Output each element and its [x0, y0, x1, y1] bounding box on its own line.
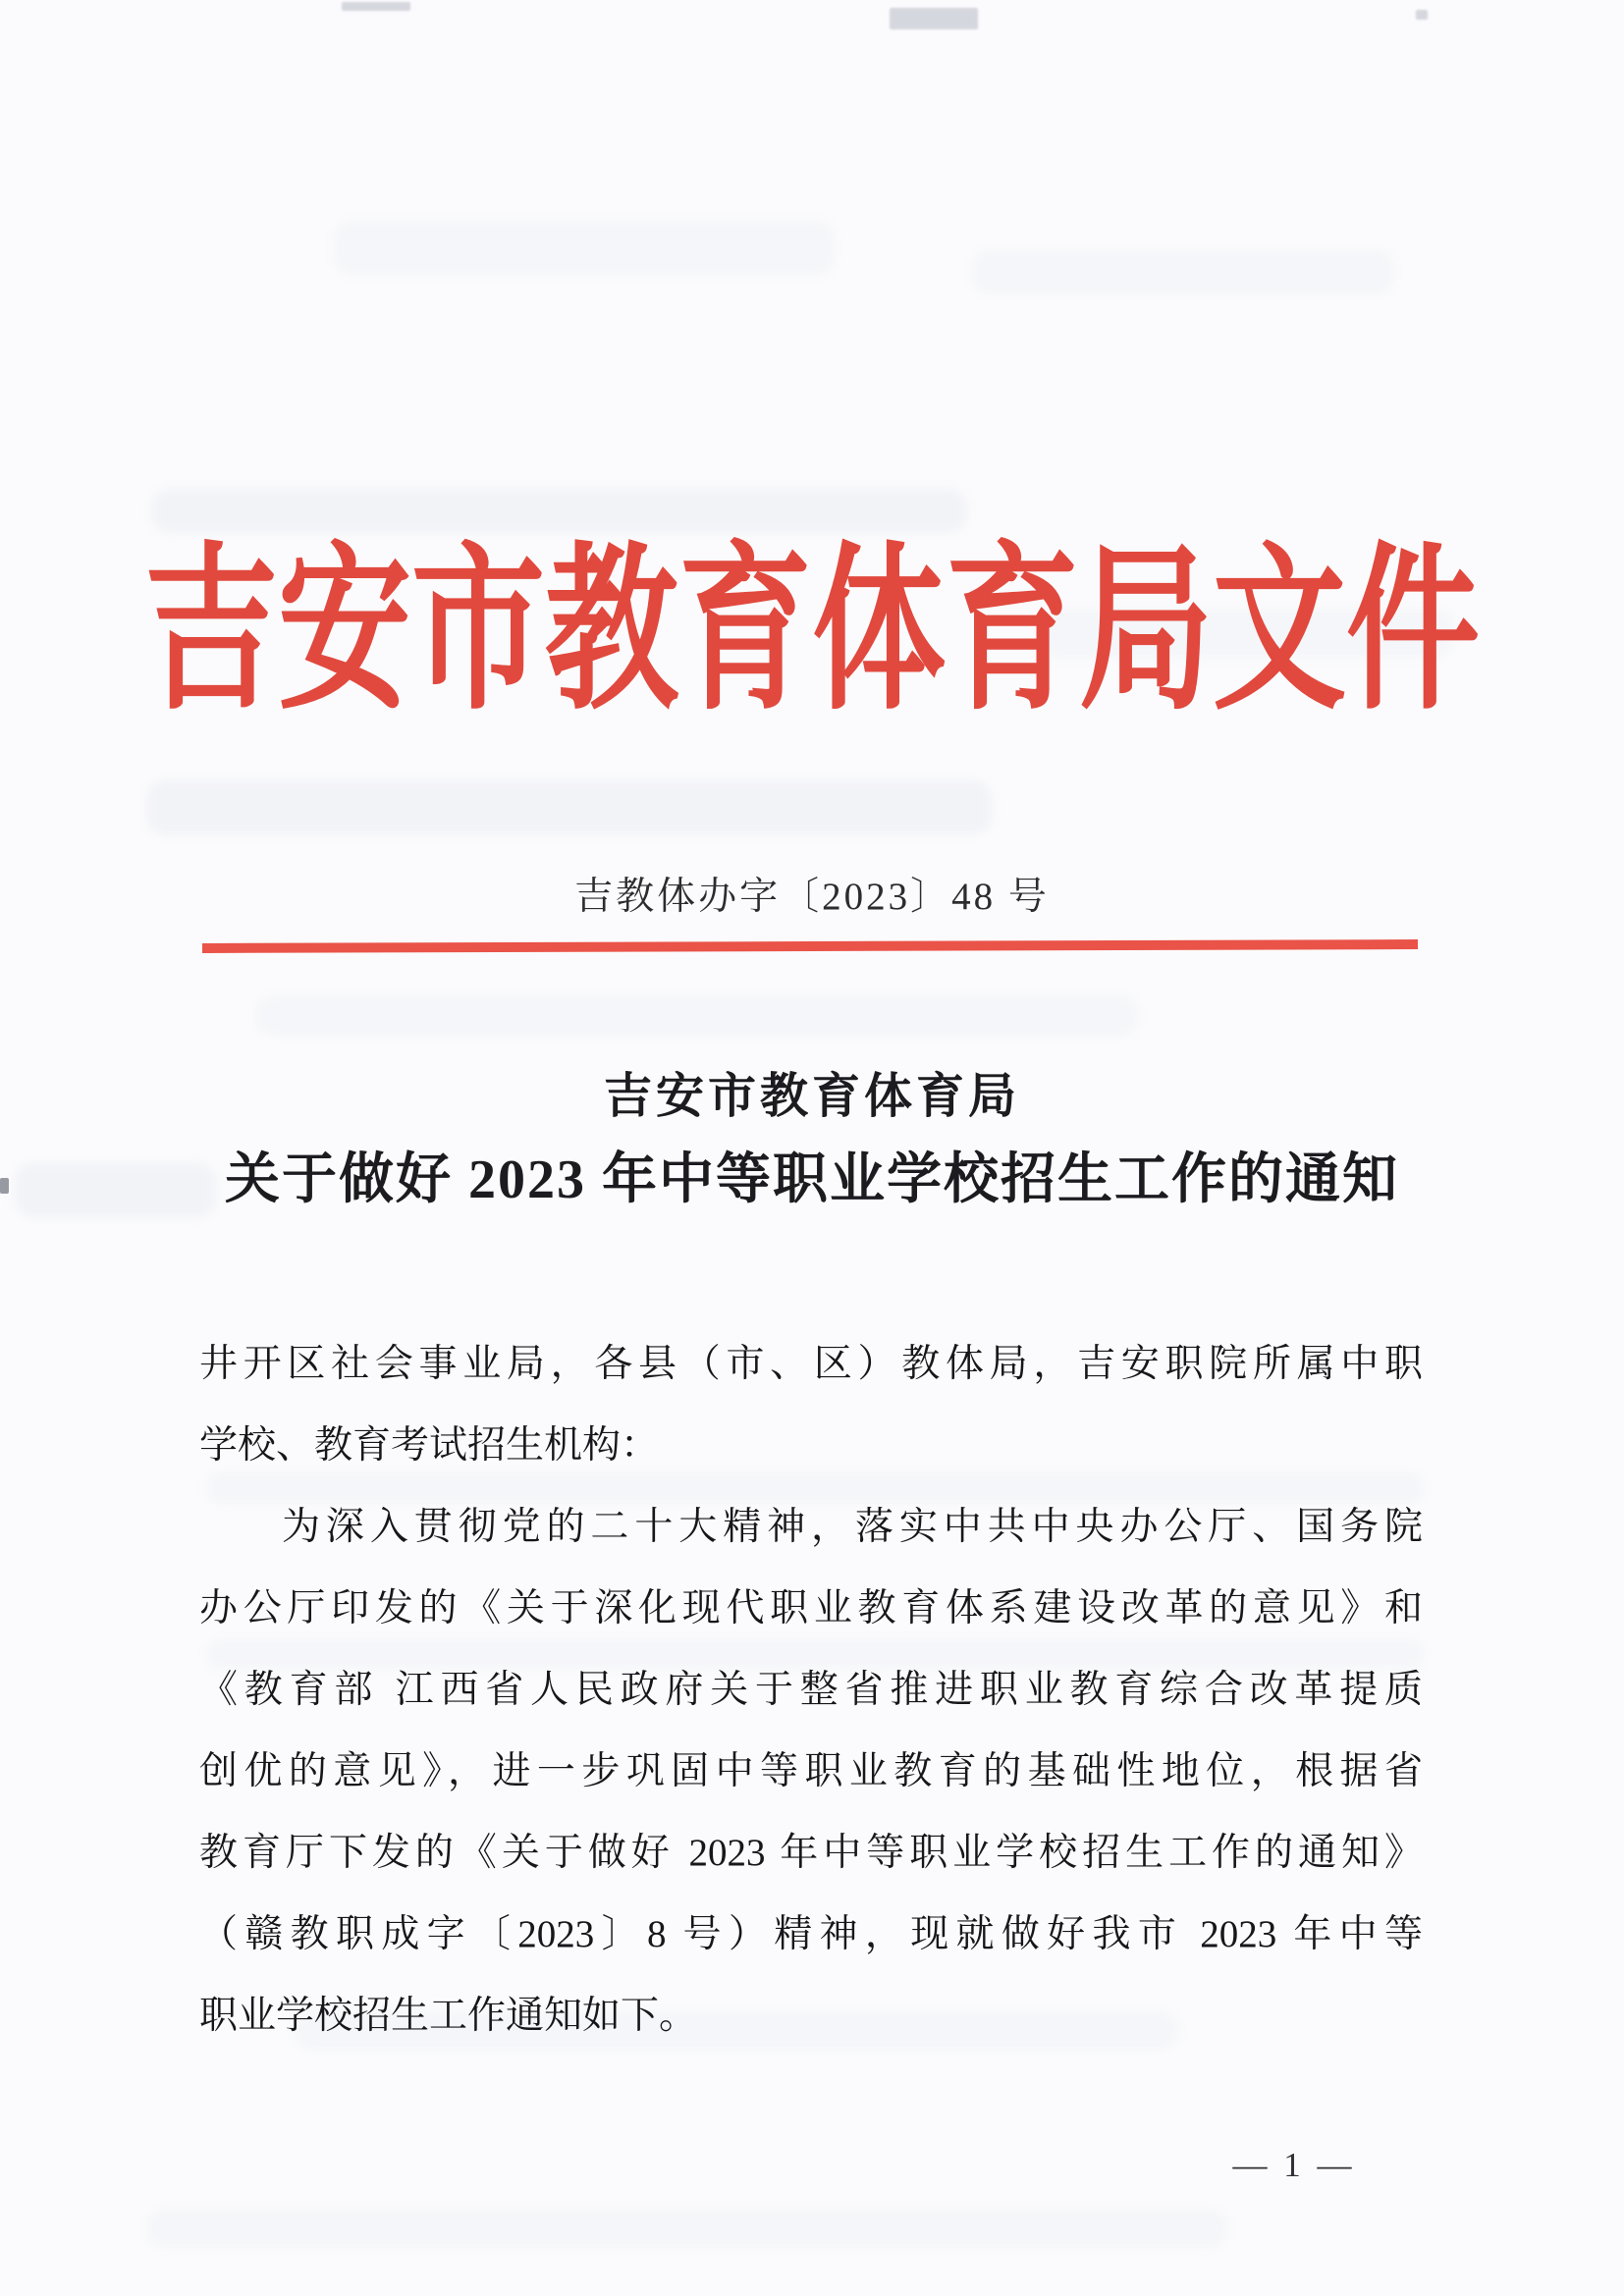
body-line: 办公厅印发的《关于深化现代职业教育体系建设改革的意见》和 — [199, 1587, 1423, 1629]
body-paragraphs — [199, 1323, 1423, 2056]
body-line: 教育厅下发的《关于做好 2023 年中等职业学校招生工作的通知》 — [199, 1832, 1423, 1874]
scan-artifact — [334, 221, 835, 275]
agency-banner-title: 吉安市教育体育局文件 — [144, 533, 1480, 731]
scan-artifact — [152, 489, 967, 533]
scan-speck — [342, 2, 410, 11]
scan-artifact — [972, 250, 1394, 294]
document-reference-number: 吉教体办字〔2023〕48 号 — [574, 876, 1050, 918]
document-title-line2: 关于做好 2023 年中等职业学校招生工作的通知 — [225, 1149, 1399, 1210]
body-line: 职业学校招生工作通知如下。 — [199, 1995, 698, 2037]
body-line: 创优的意见》，进一步巩固中等职业教育的基础性地位，根据省 — [199, 1750, 1423, 1792]
scan-artifact — [147, 780, 992, 834]
body-line: 学校、教育考试招生机构： — [199, 1424, 660, 1467]
document-title-line1: 吉安市教育体育局 — [603, 1069, 1020, 1123]
body-line: 《教育部 江西省人民政府关于整省推进职业教育综合改革提质 — [199, 1669, 1423, 1711]
body-line: 为深入贯彻党的二十大精神，落实中共中央办公厅、国务院 — [282, 1506, 1423, 1548]
body-line: （赣教职成字〔2023〕8 号）精神，现就做好我市 2023 年中等 — [199, 1913, 1423, 1955]
scan-artifact — [147, 2209, 1227, 2248]
scan-speck — [1416, 10, 1428, 20]
red-divider-line — [202, 939, 1418, 953]
document-title — [0, 1068, 1624, 1211]
page-number: — 1 — — [1232, 2146, 1356, 2184]
scan-speck — [890, 8, 978, 29]
body-line: 井开区社会事业局，各县（市、区）教体局，吉安职院所属中职 — [199, 1343, 1423, 1385]
scan-artifact — [255, 996, 1139, 1036]
